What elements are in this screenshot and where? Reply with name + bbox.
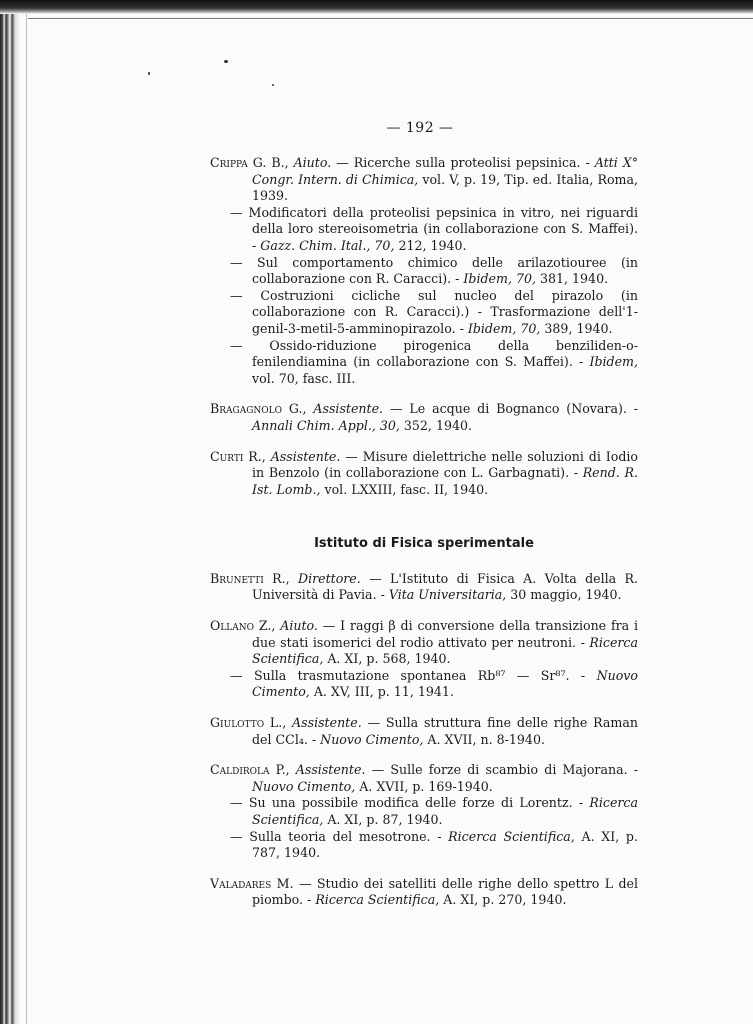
publication-title: — Misure dielettriche nelle soluzioni di Iodio in Benzolo (in collaborazione con L. Garbagnati). - [252,448,638,481]
publication-title: — Su una possibile modifica delle forze di Lorentz. - [230,795,590,811]
author-surname: Giulotto [210,715,265,731]
scan-speck [148,72,150,75]
entry-main [210,449,638,499]
author-initials: G., [282,401,314,417]
entry-main [210,155,638,205]
publication-details: A. XVII, p. 169-1940. [355,778,493,794]
entry-sub-item [210,829,638,862]
author-surname: Crippa [210,155,248,170]
journal-name: Nuovo Cimento, [320,731,424,747]
journal-name: Gazz. Chim. Ital., 70, [260,237,395,253]
journal-name: Ricerca Scientifica, [315,892,440,908]
binding-edge-line [26,0,27,1024]
publication-details: 212, 1940. [394,237,467,253]
journal-name: Ricerca Scientifica, [252,795,638,827]
scan-top-edge [0,0,753,14]
author-initials: L., [264,715,293,731]
scan-speck [224,60,228,63]
author-surname: Brunetti [210,570,264,586]
bibliography-entry [210,618,638,701]
bibliography-entry [210,571,638,604]
publication-title: — Sulla teoria del mesotrone. - [230,828,449,844]
journal-name: Ibidem, 70, [463,271,536,287]
entry-main [210,876,638,909]
journal-name: Vita Universitaria, [388,587,507,603]
page-number: — 192 — [386,120,454,136]
journal-name: Rend. R. Ist. Lomb., [252,465,638,497]
publication-title: — Le acque di Bognanco (Novara). - [383,401,638,417]
journal-name: Ibidem, [589,354,638,370]
author-initials: M. [271,875,294,891]
publication-title: — Modificatori della proteolisi pepsinica in vitro, nei riguardi della loro stereoisometria (in collaborazione con S. Maffei). - [230,204,638,253]
entry-sub-item [210,255,638,288]
publication-details: vol. 70, fasc. III. [252,370,356,386]
author-initials: G. B., [247,155,294,170]
publication-details: 352, 1940. [399,417,472,433]
author-role: Assistente. [270,448,341,464]
journal-name: Nuovo Cimento, [252,667,638,700]
author-surname: Curti [210,448,244,464]
bibliography-top [210,155,638,498]
publication-title: — Costruzioni cicliche sul nucleo del pirazolo (in collaborazione con R. Caracci).) - Trasformazione dell'1-genil-3-metil-5-amminopirazolo. - [230,287,638,336]
entry-sub-item [210,795,638,828]
publication-title: — I raggi β di conversione della transizione fra i due stati isomerici del rodio attivato per neutroni. - [252,618,638,650]
entry-main [210,762,638,795]
scan-top-line [28,18,753,19]
page-body [210,155,638,923]
publication-details: A. XI, p. 87, 1940. [323,812,443,827]
author-surname: Caldirola [210,762,270,778]
entry-sub-item [210,288,638,338]
publication-details: A. XV, III, p. 11, 1941. [309,684,454,700]
publication-title: — Ricerche sulla proteolisi pepsinica. - [331,155,595,170]
publication-details: A. XVII, n. 8-1940. [423,731,545,747]
publication-details: 381, 1940. [535,271,609,287]
author-role: Aiuto. [280,618,318,634]
publication-title: — Ossido-riduzione pirogenica della benziliden-o-fenilendiamina (in collaborazione con S. Maffei). - [230,337,638,370]
author-surname: Ollano [210,618,255,634]
bibliography-entry [210,715,638,748]
entry-main [210,715,638,748]
publication-title: — Studio dei satelliti delle righe dello spettro L del piombo. - [252,875,638,908]
author-surname: Bragagnolo [210,401,283,417]
bibliography-entry [210,762,638,862]
entry-main [210,571,638,604]
author-initials: R., [263,570,298,586]
bibliography-entry [210,876,638,909]
publication-details: vol. V, p. 19, Tip. ed. Italia, Roma, 1939. [252,171,638,204]
author-initials: P., [269,762,296,778]
journal-name: Atti X° Congr. Intern. di Chimica, [252,155,639,187]
author-surname: Valadares [210,875,272,891]
bibliography-bottom [210,571,638,909]
author-role: Aiuto. [293,155,332,170]
publication-details: A. XI, p. 787, 1940. [252,828,638,861]
publication-title: — L'Istituto di Fisica A. Volta della R. Università di Pavia. - [252,570,638,603]
journal-name: Ricerca Scientifica, [252,634,638,667]
author-role: Direttore. [297,570,361,586]
binding-edge [0,0,20,1024]
publication-details: 30 maggio, 1940. [506,587,622,603]
entry-sub-item [210,668,638,701]
publication-title: — Sulle forze di scambio di Majorana. - [365,762,638,778]
bibliography-entry [210,449,638,499]
entry-main [210,401,638,434]
journal-name: Ibidem, 70, [467,320,541,336]
author-role: Assistente. [295,762,366,778]
author-initials: R., [243,448,271,464]
scan-speck [272,84,274,86]
section-heading: Istituto di Fisica sperimentale [314,536,534,552]
author-role: Assistente. [313,401,384,417]
bibliography-entry [210,155,638,387]
entry-sub-item [210,205,638,255]
publication-details: A. XI, p. 568, 1940. [323,651,451,667]
journal-name: Ricerca Scientifica, [448,828,575,844]
publication-title: — Sulla trasmutazione spontanea Rb⁸⁷ — Sr⁸⁷. - [230,667,597,683]
publication-title: — Sul comportamento chimico delle arilazotiouree (in collaborazione con R. Caracci). - [230,254,638,287]
publication-title: — Sulla struttura fine delle righe Raman del CCl₄. - [252,715,638,747]
bibliography-entry [210,401,638,434]
entry-sub-item [210,338,638,388]
author-role: Assistente. [292,715,362,731]
entry-main [210,618,638,668]
publication-details: 389, 1940. [540,320,613,336]
author-initials: Z., [254,618,281,634]
journal-name: Nuovo Cimento, [252,778,356,794]
publication-details: vol. LXXIII, fasc. II, 1940. [320,481,489,497]
journal-name: Annali Chim. Appl., 30, [252,417,400,433]
publication-details: A. XI, p. 270, 1940. [439,892,567,908]
